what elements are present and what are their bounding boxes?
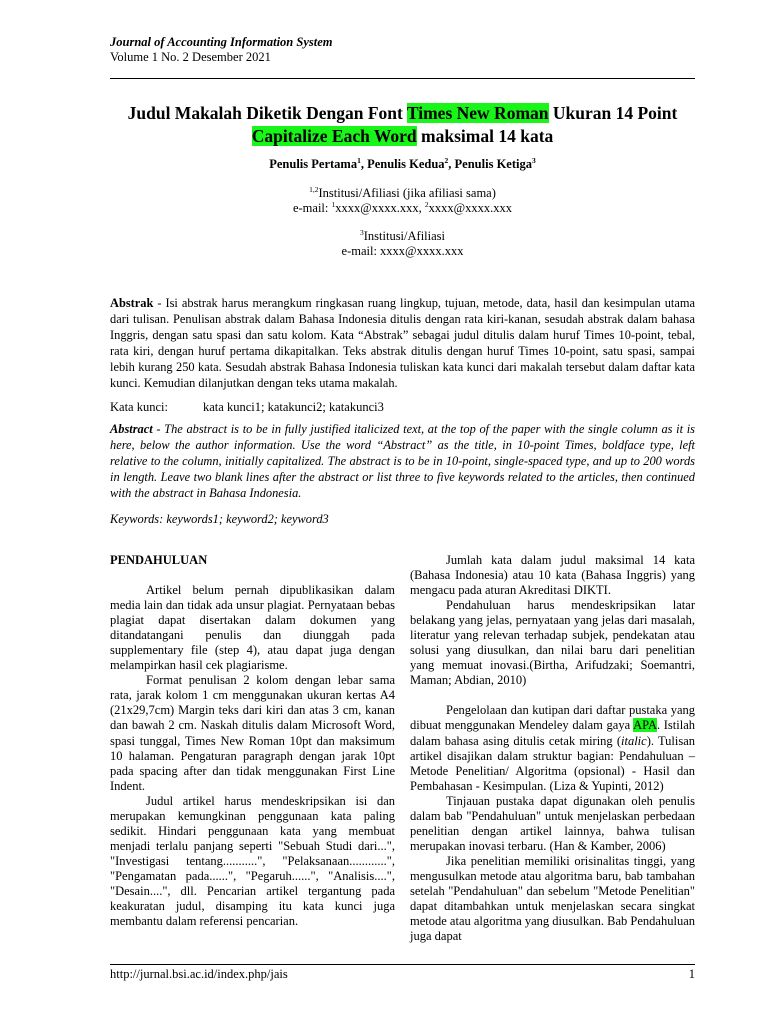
keywords-line: Keywords: keywords1; keyword2; keyword3	[110, 512, 329, 526]
author-list: Penulis Pertama$^1$, Penulis Kedua$^2$, Penulis Ketiga$^3$	[269, 155, 536, 171]
author-name: Penulis Kedua	[367, 157, 445, 171]
author-sup: 1	[357, 155, 361, 165]
affiliation-sup: 3	[360, 227, 364, 237]
affiliation-text: Institusi/Afiliasi	[363, 229, 445, 243]
email-address: xxxx@xxxx.xxx	[335, 201, 419, 215]
email-prefix: e-mail:	[292, 201, 332, 215]
email-address: xxxx@xxxx.xxx	[428, 201, 513, 215]
body-paragraph	[410, 703, 695, 793]
title-part-2: Ukuran 14 Point	[548, 103, 678, 123]
title-part-3: maksimal 14 kata	[416, 126, 554, 146]
email-sup: 1	[331, 199, 336, 209]
left-column	[110, 553, 395, 929]
section-heading: PENDAHULUAN	[110, 553, 208, 567]
italic-term: italic	[621, 733, 647, 748]
affiliation-name	[110, 186, 695, 201]
apa-highlight: APA	[633, 718, 657, 733]
paper-title	[110, 102, 695, 148]
body-paragraph: Judul artikel harus mendeskripsikan isi dan merupakan kemungkinan penggunaan kata paling sedikit. Hindari penggunaan kata yang membuat menjadi terlalu panjang seperti "Sebuah Studi dari...", "Investigasi tentang...........", "Pelaksanaan............", "Pengamatan pada......", "Pegaruh......", "Analisis....", "Desain....", dll. Pencarian artikel tergantung pada keakuratan judul, disamping itu kata kunci juga membantu dalam referensi pencarian.	[110, 793, 395, 929]
right-column	[410, 553, 695, 944]
abstract-text: - The abstract is to be in fully justified italicized text, at the top of the paper with the single column as it is here, below the author information. Use the word “Abstract” as the title, in 10-point Times, boldface type, left relative to the column, initially capitalized. The abstract is to be in 10-point, single-spaced type, and up to 200 words in length. Leave two blank lines after the abstract or list three to five keywords related to the articles, then continued with the abstract in Bahasa Indonesia.	[110, 422, 695, 501]
affiliation-text: Institusi/Afiliasi (jika afiliasi sama)	[318, 186, 496, 200]
journal-volume: Volume 1 No. 2 Desember 2021	[110, 50, 271, 64]
page-number: 1	[688, 967, 695, 981]
kata-kunci-label: Kata kunci:	[110, 400, 168, 414]
journal-name: Journal of Accounting Information System	[110, 35, 333, 49]
abstrak-text: - Isi abstrak harus merangkum ringkasan ruang lingkup, tujuan, metode, data, hasil dan kesimpulan utama dari tulisan. Penulisan abstrak dalam Bahasa Indonesia ditulis dengan rata kiri-kanan, sesudah abstrak dalam bahasa Inggris, dengan satu spasi dan satu kolom. Kata “Abstrak” sebagai judul ditulis dalam huruf Times 10-point, tebal, rata kiri, dengan huruf pertama dikapitalkan. Teks abstrak ditulis dengan huruf Times 10-point, satu spasi, sampai lebih kurang 250 kata. Sesudah abstrak Bahasa Indonesia tuliskan kata kunci dari makalah tersebut dalam daftar kata kunci. Kemudian dilanjutkan dengan teks utama makalah.	[110, 296, 695, 391]
affiliation-name	[110, 229, 695, 244]
abstract-en-paragraph	[110, 421, 695, 501]
body-paragraph: Jika penelitian memiliki orisinalitas tinggi, yang mengusulkan metode atau algoritma baru, bab tambahan setelah "Pendahuluan" dan sebelum "Metode Penelitian" dapat ditambahkan untuk menjelaskan secara singkat metode atau algoritma yang diusulkan. Bab Pendahuluan juga dapat	[410, 853, 695, 944]
running-header	[110, 35, 333, 65]
affiliation-email	[110, 201, 695, 216]
email-separator: ,	[418, 201, 425, 215]
footer-url: http://jurnal.bsi.ac.id/index.php/jais	[110, 967, 288, 981]
author-name: Penulis Pertama	[269, 157, 358, 171]
title-part-1: Judul Makalah Diketik Dengan Font	[127, 103, 407, 123]
paragraph-gap	[410, 688, 695, 703]
abstrak-label: Abstrak	[110, 296, 154, 310]
affiliation-email: e-mail: xxxx@xxxx.xxx	[341, 244, 464, 258]
kata-kunci-value: kata kunci1; katakunci2; katakunci3	[203, 400, 384, 414]
author-sup: 3	[531, 155, 536, 165]
affiliation-block-1	[110, 186, 695, 216]
author-sup: 2	[444, 155, 449, 165]
body-paragraph: Artikel belum pernah dipublikasikan dalam media lain dan tidak ada unsur plagiat. Pernyataan bebas plagiat dapat disertakan dalam dokumen yang ditandatangani penulis dan diunggah pada supplementary file (step 4), atau dapat juga dengan melampirkan hasil cek plagiarisme.	[110, 583, 395, 673]
body-paragraph: Format penulisan 2 kolom dengan lebar sama rata, jarak kolom 1 cm menggunakan ukuran kertas A4 (21x29,7cm) Margin teks dari kiri dan atas 3 cm, kanan dan bawah 2 cm. Naskah ditulis dalam Microsoft Word, spasi tunggal, Times New Roman 10pt dan maksimum 10 halaman. Pengaturan paragraph dengan jarak 10pt pada spacing after dan tidak menggunakan First Line Indent.	[110, 673, 395, 793]
email-sup: 2	[424, 199, 429, 209]
author-name: Penulis Ketiga	[454, 157, 532, 171]
text-run: . Istilah dalam bahasa asing ditulis cetak miring (	[410, 718, 695, 748]
text-run: Pengelolaan dan kutipan dari daftar pustaka yang dibuat menggunakan Mendeley dalam gaya	[410, 703, 695, 733]
kata-kunci-line	[110, 400, 384, 415]
abstract-label: Abstract	[110, 422, 153, 436]
body-paragraph: Pendahuluan harus mendeskripsikan latar belakang yang jelas, pernyataan yang jelas dari masalah, literatur yang relevan terhadap subjek, pendekatan atau solusi yang diusulkan, dan nilai baru dari penelitian yang memuat inovasi.(Birtha, Arifudzaki; Soemantri, Maman; Abdian, 2010)	[410, 598, 695, 688]
title-highlight-capitalize: Capitalize Each Word	[251, 126, 417, 146]
body-paragraph: Jumlah kata dalam judul maksimal 14 kata (Bahasa Indonesia) atau 10 kata (Bahasa Inggris) yang mengacu pada aturan Akreditasi DIKTI.	[410, 553, 695, 598]
abstrak-paragraph	[110, 295, 695, 392]
text-run: ). Tulisan artikel disajikan dalam struktur bagian: Pendahuluan –Metode Penelitian/ Algoritma (opsional) - Hasil dan Pembahasan - Kesimpulan. (Liza & Yupinti, 2012)	[410, 733, 695, 793]
header-rule	[110, 78, 695, 79]
footer-rule	[110, 964, 695, 965]
body-paragraph: Tinjauan pustaka dapat digunakan oleh penulis dalam bab "Pendahuluan" untuk menjelaskan perbedaan penelitian dengan artikel lainnya, bahwa tulisan merupakan inovasi terbaru. (Han & Kamber, 2006)	[410, 793, 695, 853]
affiliation-sup: 1,2	[309, 184, 319, 194]
affiliation-block-2	[110, 229, 695, 259]
title-highlight-font: Times New Roman	[406, 103, 549, 123]
